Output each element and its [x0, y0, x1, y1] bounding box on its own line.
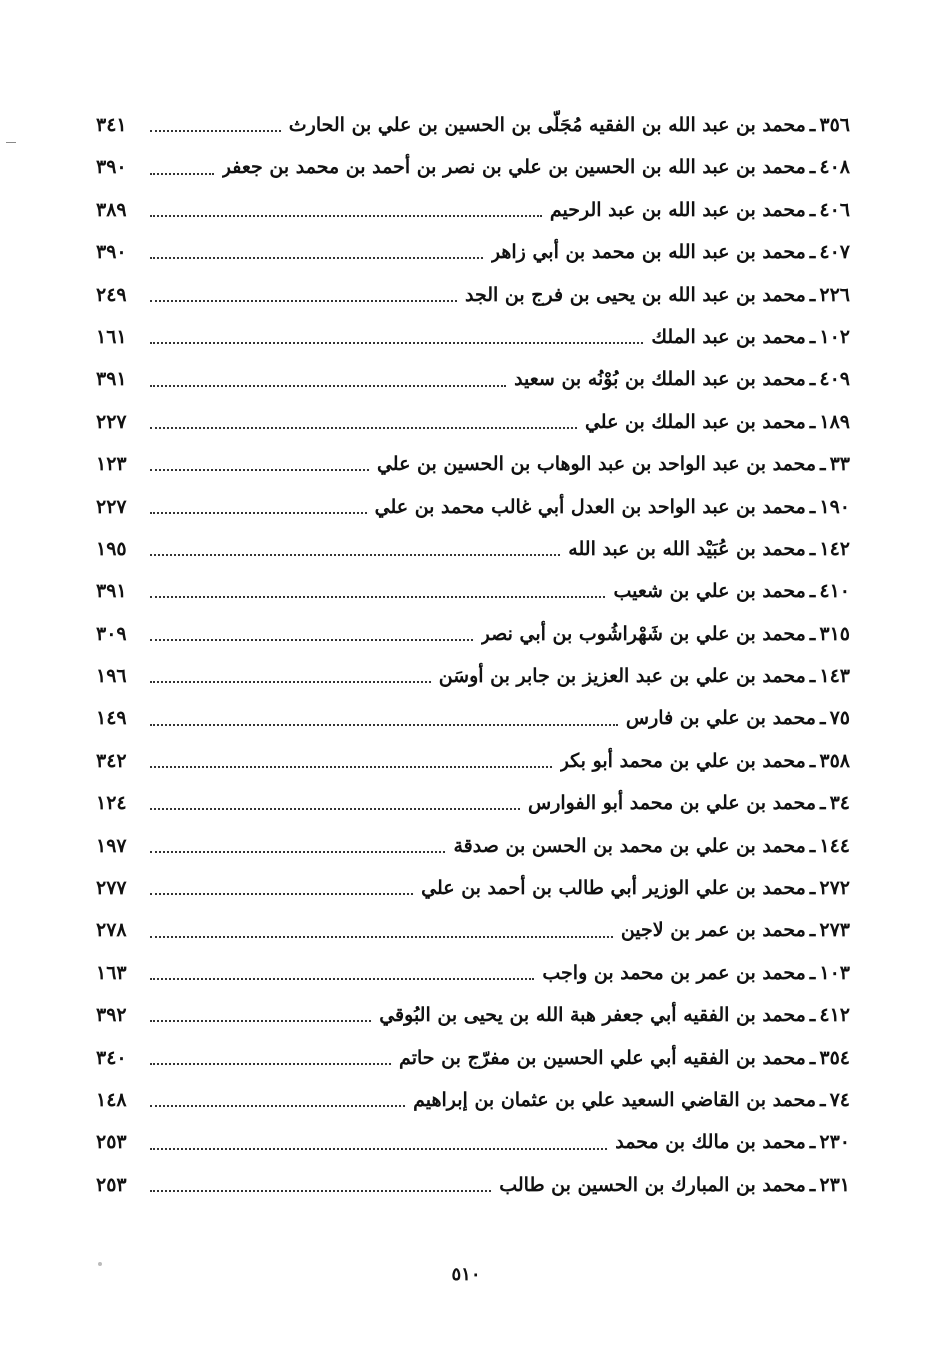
dot-leader: [150, 427, 577, 429]
entry-number: ٢٣٠: [819, 1131, 850, 1154]
dot-leader: [150, 596, 605, 598]
dot-leader: [150, 1020, 371, 1022]
index-entry: [96, 104, 850, 146]
entry-number: ١٤٢: [819, 537, 850, 560]
index-entry: [96, 401, 850, 443]
entry-page: ١٢٣: [96, 453, 127, 476]
index-entry: [96, 316, 850, 358]
entry-dash: ـ: [820, 792, 826, 815]
entry-page: ١٦١: [96, 325, 127, 348]
index-entry: [96, 909, 850, 951]
dot-leader: [150, 215, 542, 217]
dot-leader: [150, 808, 520, 810]
entry-page: ٣٩١: [96, 368, 127, 391]
entry-name: محمد بن علي بن محمد بن الحسن بن صدقة: [453, 834, 806, 857]
entry-dash: ـ: [809, 410, 816, 433]
entry-name: محمد بن عُبَيْد الله بن عبد الله: [568, 537, 806, 560]
dot-leader: [150, 978, 534, 980]
entry-dash: ـ: [809, 665, 816, 688]
entry-dash: ـ: [809, 877, 816, 900]
dot-leader: [150, 342, 643, 344]
entry-page: ٣٤٢: [96, 749, 127, 772]
entry-page: ١٩٧: [96, 834, 127, 857]
index-entry: [96, 613, 850, 655]
dot-leader: [150, 300, 457, 302]
index-entry: [96, 146, 850, 188]
dot-leader: [150, 1148, 607, 1150]
entry-page: ٢٤٩: [96, 283, 127, 306]
index-entry: [96, 1079, 850, 1121]
entry-name: محمد بن عمر بن لاجين: [620, 919, 806, 942]
index-entry: [96, 486, 850, 528]
entry-page: ٣٩٢: [96, 1004, 127, 1027]
entry-dash: ـ: [809, 1131, 816, 1154]
entry-number: ١٩٠: [819, 495, 850, 518]
entry-name: محمد بن المبارك بن الحسين بن طالب: [499, 1173, 806, 1196]
entry-name: محمد بن عبد الملك: [651, 325, 806, 348]
index-entry: [96, 952, 850, 994]
entry-name: محمد بن علي الوزير أبي طالب بن أحمد بن علي: [421, 877, 806, 900]
page-number: ٥١٠: [451, 1264, 481, 1285]
entry-number: ٣٥٦: [819, 114, 850, 136]
index-entry: [96, 570, 850, 612]
index-entry: [96, 1121, 850, 1163]
entry-number: ١٠٢: [819, 325, 850, 348]
dot-leader: [150, 469, 369, 471]
entry-dash: ـ: [820, 707, 826, 730]
entry-number: ٧٥: [829, 707, 850, 730]
index-entry: [96, 994, 850, 1036]
entry-page: ٣٠٩: [96, 622, 127, 645]
entry-dash: ـ: [809, 1046, 816, 1069]
entry-name: محمد بن عبد الله بن يحيى بن فرج بن الجد: [465, 283, 806, 306]
entry-name: محمد بن عبد الله بن عبد الرحيم: [549, 198, 806, 221]
entry-name: محمد بن الفقيه أبي جعفر هبة الله بن يحيى بن البُوقي: [379, 1004, 806, 1027]
dot-leader: [150, 385, 506, 387]
index-entry: [96, 528, 850, 570]
entry-page: ٢٥٣: [96, 1173, 127, 1196]
dot-leader: [150, 724, 618, 726]
entry-name: محمد بن عبد الواحد بن العدل أبي غالب محمد بن علي: [374, 495, 806, 518]
entry-page: ٣٤١: [96, 114, 127, 136]
index-entry: [96, 231, 850, 273]
entry-name: محمد بن الفقيه أبي علي الحسين بن مفرّج بن حاتم: [399, 1046, 806, 1069]
dot-leader: [150, 766, 552, 768]
entry-page: ٢٧٨: [96, 919, 127, 942]
entry-dash: ـ: [809, 325, 816, 348]
entry-dash: ـ: [809, 1004, 816, 1027]
entry-dash: ـ: [820, 453, 826, 476]
dot-leader: [150, 130, 281, 132]
entry-dash: ـ: [809, 622, 816, 645]
entry-number: ١٤٣: [819, 665, 850, 688]
entry-dash: ـ: [809, 961, 816, 984]
entry-page: ٢٥٣: [96, 1131, 127, 1154]
dot-leader: [150, 554, 560, 556]
entry-name: محمد بن عبد الملك بن علي: [584, 410, 806, 433]
entry-dash: ـ: [809, 368, 816, 391]
index-entry: [96, 1164, 850, 1206]
entry-name: محمد بن علي بن محمد أبو الفوارس: [528, 792, 816, 815]
entry-name: محمد بن مالك بن محمد: [615, 1131, 806, 1154]
dot-leader: [150, 173, 214, 175]
entry-page: ٣٨٩: [96, 198, 127, 221]
index-entry: [96, 740, 850, 782]
entry-page: ٣٩٠: [96, 156, 127, 179]
dot-leader: [150, 1063, 391, 1065]
index-entry: [96, 697, 850, 739]
entry-number: ٣٥٤: [819, 1046, 850, 1069]
entry-page: ٢٢٧: [96, 410, 127, 433]
entry-name: محمد بن عبد الله بن الفقيه مُجَلّى بن الحسين بن علي بن الحارث: [288, 114, 806, 136]
index-entry: [96, 782, 850, 824]
dot-leader: [150, 851, 445, 853]
entry-page: ٣٩٠: [96, 241, 127, 264]
entry-number: ٢٧٣: [819, 919, 850, 942]
entry-dash: ـ: [809, 198, 816, 221]
entry-dash: ـ: [809, 241, 816, 264]
index-entry: [96, 655, 850, 697]
entry-number: ٧٤: [829, 1088, 850, 1111]
margin-mark: [6, 142, 16, 143]
entry-number: ٤١٠: [819, 580, 850, 603]
entry-number: ١٨٩: [819, 410, 850, 433]
entry-page: ٣٤٠: [96, 1046, 127, 1069]
dot-leader: [150, 893, 413, 895]
entry-page: ١٩٥: [96, 537, 127, 560]
entry-number: ٢٢٦: [819, 283, 850, 306]
index-entry: [96, 358, 850, 400]
index-entry: [96, 867, 850, 909]
entry-dash: ـ: [809, 156, 816, 179]
entry-name: محمد بن القاضي السعيد علي بن عثمان بن إبراهيم: [413, 1088, 816, 1111]
entry-dash: ـ: [809, 749, 816, 772]
entry-name: محمد بن علي بن فارس: [625, 707, 816, 730]
entry-dash: ـ: [809, 580, 816, 603]
entry-number: ٣٥٨: [819, 749, 850, 772]
entry-dash: ـ: [809, 114, 816, 136]
dot-leader: [150, 512, 367, 514]
entry-number: ٤٠٩: [819, 368, 850, 391]
entry-number: ٤٠٦: [819, 198, 850, 221]
entry-number: ٣٤: [829, 792, 850, 815]
index-list: [96, 104, 850, 1206]
entry-name: محمد بن عبد الملك بن بُوْنُه بن سعيد: [514, 368, 806, 391]
entry-name: محمد بن عبد الواحد بن عبد الوهاب بن الحسين بن علي: [376, 453, 816, 476]
dot-leader: [150, 936, 613, 938]
entry-number: ٤٠٨: [819, 156, 850, 179]
entry-page: ٢٢٧: [96, 495, 127, 518]
entry-name: محمد بن علي بن شَهْراشُوب بن أبي نصر: [480, 622, 806, 645]
entry-name: محمد بن علي بن عبد العزيز بن جابر بن أوسَن: [438, 665, 806, 688]
index-entry: [96, 1037, 850, 1079]
entry-page: ١٩٦: [96, 665, 127, 688]
entry-dash: ـ: [820, 1088, 826, 1111]
dot-leader: [150, 1105, 405, 1107]
entry-name: محمد بن عبد الله بن محمد بن أبي زاهر: [490, 241, 806, 264]
entry-page: ٣٩١: [96, 580, 127, 603]
entry-number: ١٠٣: [819, 961, 850, 984]
entry-number: ٤١٢: [819, 1004, 850, 1027]
entry-number: ٤٠٧: [819, 241, 850, 264]
entry-number: ٢٧٢: [819, 877, 850, 900]
entry-page: ١٤٨: [96, 1088, 127, 1111]
dot-leader: [150, 681, 431, 683]
entry-dash: ـ: [809, 537, 816, 560]
entry-dash: ـ: [809, 834, 816, 857]
entry-dash: ـ: [809, 1173, 816, 1196]
index-entry: [96, 443, 850, 485]
index-entry: [96, 825, 850, 867]
entry-number: ٢٣١: [819, 1173, 850, 1196]
entry-dash: ـ: [809, 495, 816, 518]
index-entry: [96, 189, 850, 231]
entry-name: محمد بن علي بن شعيب: [613, 580, 806, 603]
entry-dash: ـ: [809, 919, 816, 942]
entry-name: محمد بن عمر بن محمد بن واجب: [542, 961, 806, 984]
dot-leader: [150, 639, 473, 641]
entry-dash: ـ: [809, 283, 816, 306]
dot-leader: [150, 257, 483, 259]
index-entry: [96, 274, 850, 316]
dot-leader: [150, 1190, 491, 1192]
entry-page: ١٤٩: [96, 707, 127, 730]
entry-page: ١٢٤: [96, 792, 127, 815]
entry-page: ٢٧٧: [96, 877, 127, 900]
entry-number: ١٤٤: [819, 834, 850, 857]
entry-name: محمد بن عبد الله بن الحسين بن علي بن نصر بن أحمد بن محمد بن جعفر: [221, 156, 806, 179]
entry-number: ٣١٥: [819, 622, 850, 645]
entry-name: محمد بن علي بن محمد أبو بكر: [559, 749, 806, 772]
entry-number: ٣٣: [829, 453, 850, 476]
entry-page: ١٦٣: [96, 961, 127, 984]
